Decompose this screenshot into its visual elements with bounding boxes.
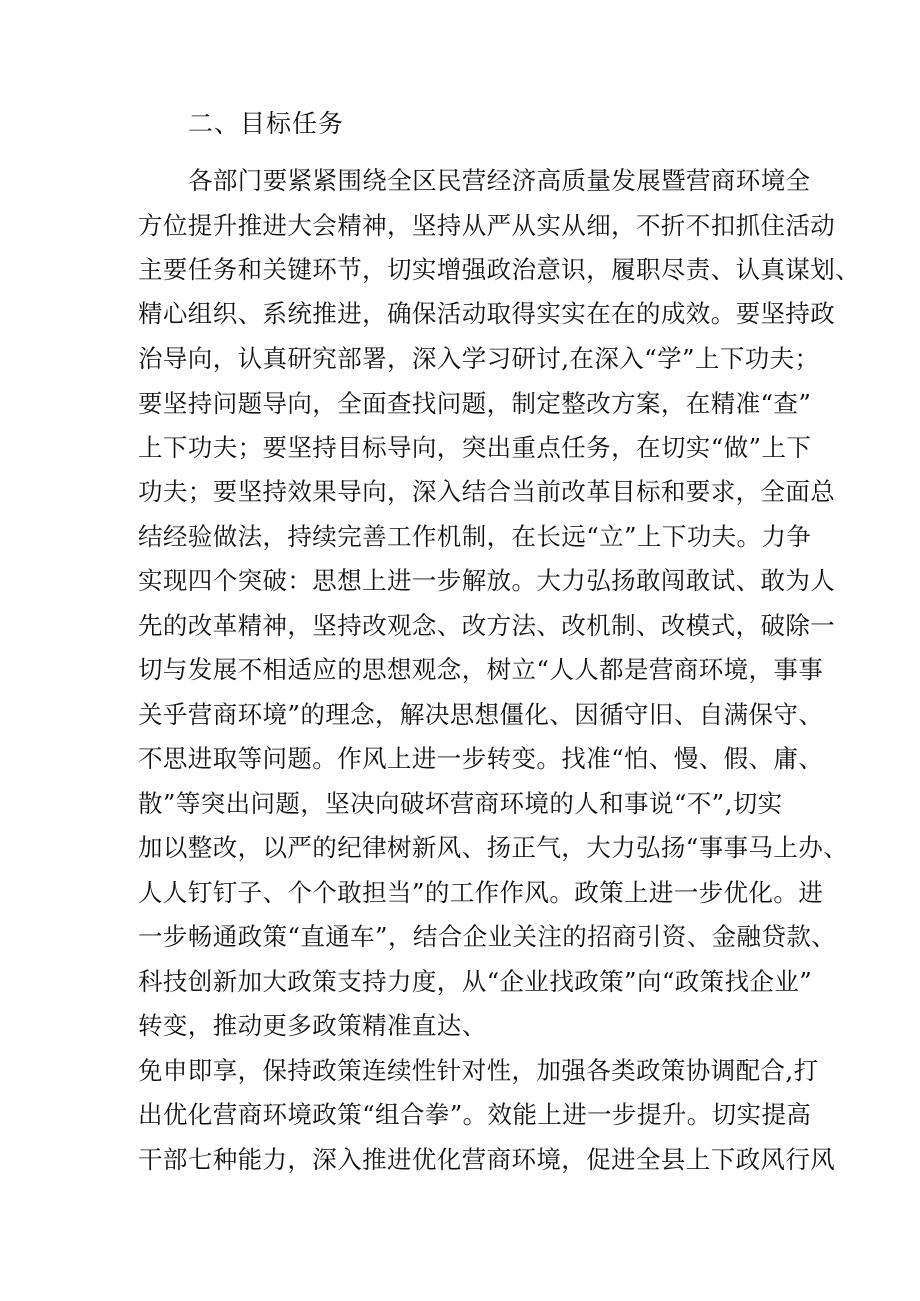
body-line: 各部门要紧紧围绕全区民营经济高质量发展暨营商环境全 (188, 166, 811, 195)
body-line: 科技创新加大政策支持力度，从“企业找政策”向“政策找企业” (138, 967, 813, 996)
body-line: 出优化营商环境政策“组合拳”。效能上进一步提升。切实提高 (138, 1100, 812, 1129)
body-line: 治导向，认真研究部署，深入学习研讨,在深入“学”上下功夫； (138, 344, 820, 373)
body-line: 加以整改，以严的纪律树新风、扬正气，大力弘扬“事事马上办、 (138, 833, 849, 862)
body-line: 人人钉钉子、个个敢担当”的工作作风。政策上进一步优化。进 (138, 878, 824, 907)
body-line: 方位提升推进大会精神，坚持从严从实从细，不折不扣抓住活动 (138, 211, 836, 240)
body-line: 免申即享，保持政策连续性针对性，加强各类政策协调配合,打 (138, 1056, 819, 1085)
section-heading: 二、目标任务 (188, 109, 345, 138)
body-line: 切与发展不相适应的思想观念，树立“人人都是营商环境，事事 (138, 655, 824, 684)
body-line: 先的改革精神，坚持改观念、改方法、改机制、改模式，破除一 (138, 611, 836, 640)
body-line: 结经验做法，持续完善工作机制，在长远“立”上下功夫。力争 (138, 522, 812, 551)
body-line: 干部七种能力，深入推进优化营商环境，促进全县上下政风行风 (138, 1145, 836, 1174)
body-line: 关乎营商环境”的理念，解决思想僵化、因循守旧、自满保守、 (138, 700, 824, 729)
body-line: 一步畅通政策“直通车”，结合企业关注的招商引资、金融贷款、 (138, 922, 837, 951)
body-line: 精心组织、系统推进，确保活动取得实实在在的成效。要坚持政 (138, 299, 836, 328)
body-line: 实现四个突破：思想上进一步解放。大力弘扬敢闯敢试、敢为人 (138, 566, 836, 595)
body-line: 不思进取等问题。作风上进一步转变。找准“怕、慢、假、庸、 (138, 744, 824, 773)
body-line: 散”等突出问题，坚决向破坏营商环境的人和事说“不”,切实 (138, 789, 783, 818)
body-line: 要坚持问题导向，全面查找问题，制定整改方案，在精准“查” (138, 389, 812, 418)
body-line: 功夫；要坚持效果导向，深入结合当前改革目标和要求，全面总 (138, 477, 836, 506)
body-line: 主要任务和关键环节，切实增强政治意识，履职尽责、认真谋划、 (138, 255, 861, 284)
body-line: 上下功夫；要坚持目标导向，突出重点任务，在切实“做”上下 (138, 433, 812, 462)
body-line: 转变，推动更多政策精准直达、 (138, 1011, 487, 1040)
